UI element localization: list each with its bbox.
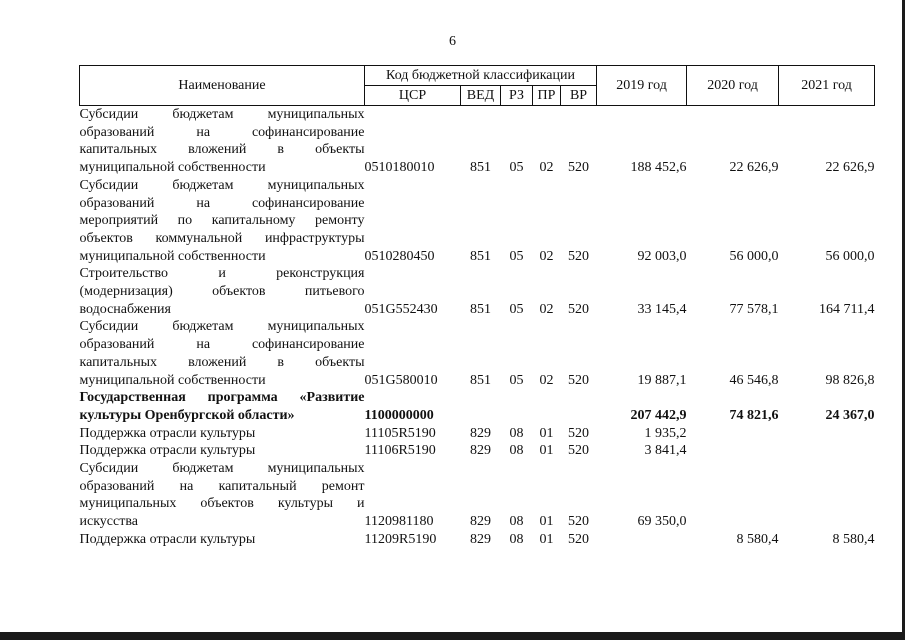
cell-rz: 08 [509,514,524,530]
cell-name: Государственная программа «Развитие культуры Оренбургской области» [79,390,365,423]
cell-rz: 08 [509,531,524,547]
cell-y2021: 56 000,0 [825,248,875,264]
cell-y2019: 207 442,9 [630,407,687,423]
cell-csr: 0510180010 [364,160,435,176]
cell-name: Строительство и реконструкция (модернизация) объектов питьевого водоснабжения [79,266,365,317]
scan-border-bottom [0,632,905,640]
cell-ved: 829 [470,425,491,441]
cell-y2019: 92 003,0 [637,248,687,264]
cell-y2020: 77 578,1 [729,301,779,317]
cell-ved: 851 [470,160,491,176]
table-row [80,318,875,389]
cell-name: Субсидии бюджетам муниципальных образований на софинансирование капитальных вложений в объекты муниципальной собственности [79,107,365,176]
cell-csr: 0510280450 [364,248,435,264]
cell-y2019 [597,531,687,549]
cell-name: Субсидии бюджетам муниципальных образований на софинансирование капитальных вложений в объекты муниципальной собственности [79,319,365,388]
cell-pr: 01 [539,531,554,547]
cell-name: Субсидии бюджетам муниципальных образований на софинансирование мероприятий по капитальному ремонту объектов коммунальной инфраструктуры муниципальной собственности [79,177,365,264]
budget-table [79,65,875,549]
cell-csr: 051G580010 [364,372,438,388]
cell-rz: 05 [509,248,524,264]
header-ved: ВЕД [461,86,501,106]
cell-y2021: 98 826,8 [825,372,875,388]
table-row [80,425,875,443]
table-row [80,177,875,266]
table-row [80,265,875,318]
cell-y2019: 1 935,2 [644,425,687,441]
cell-vr: 520 [568,372,590,388]
cell-y2020: 74 821,6 [729,407,779,423]
cell-y2021: 8 580,4 [832,531,875,547]
header-csr: ЦСР [365,86,461,106]
cell-vr: 520 [568,531,590,547]
header-code-group: Код бюджетной классификации [365,66,597,86]
cell-name: Поддержка отрасли культуры [79,443,256,459]
header-row-top [80,66,875,86]
cell-y2020: 46 546,8 [729,372,779,388]
cell-y2020: 22 626,9 [729,160,779,176]
cell-name: Поддержка отрасли культуры [79,531,256,547]
header-2021: 2021 год [779,66,875,106]
table-row [80,389,875,424]
cell-pr [533,389,561,424]
cell-csr: 1100000000 [364,407,434,423]
cell-vr: 520 [568,248,590,264]
cell-vr: 520 [568,443,590,459]
cell-ved [461,389,501,424]
cell-rz: 05 [509,372,524,388]
cell-vr: 520 [568,514,590,530]
cell-y2021 [779,425,875,443]
cell-pr: 01 [539,425,554,441]
cell-rz: 05 [509,160,524,176]
cell-pr: 02 [539,160,554,176]
header-name: Наименование [80,66,365,106]
cell-y2021: 24 367,0 [825,407,875,423]
header-2020: 2020 год [687,66,779,106]
table-row [80,531,875,549]
cell-rz: 05 [509,301,524,317]
table-header [80,66,875,106]
cell-name: Поддержка отрасли культуры [79,425,256,441]
cell-pr: 02 [539,372,554,388]
cell-y2019: 19 887,1 [637,372,687,388]
cell-y2021 [779,460,875,531]
cell-ved: 829 [470,531,491,547]
cell-rz [501,389,533,424]
cell-y2019: 188 452,6 [630,160,687,176]
table-row [80,106,875,177]
cell-y2020: 56 000,0 [729,248,779,264]
cell-ved: 851 [470,248,491,264]
cell-y2019: 3 841,4 [644,443,687,459]
cell-name: Субсидии бюджетам муниципальных образований на капитальный ремонт муниципальных объектов культуры и искусства [79,461,365,530]
cell-ved: 851 [470,372,491,388]
cell-y2019: 33 145,4 [637,301,687,317]
table-body [80,106,875,549]
cell-pr: 01 [539,443,554,459]
cell-vr: 520 [568,160,590,176]
cell-y2020: 8 580,4 [736,531,779,547]
cell-y2020 [687,460,779,531]
cell-vr [561,389,597,424]
table-row [80,460,875,531]
cell-rz: 08 [509,425,524,441]
cell-csr: 11209R5190 [364,531,437,547]
cell-y2020 [687,442,779,460]
cell-ved: 851 [470,301,491,317]
table-row [80,442,875,460]
cell-pr: 02 [539,301,554,317]
cell-csr: 051G552430 [364,301,438,317]
cell-csr: 11105R5190 [364,425,436,441]
cell-y2021: 164 711,4 [819,301,875,317]
cell-csr: 11106R5190 [364,443,436,459]
cell-pr: 02 [539,248,554,264]
cell-rz: 08 [509,443,524,459]
cell-y2019: 69 350,0 [637,514,687,530]
header-vr: ВР [561,86,597,106]
cell-y2021 [779,442,875,460]
cell-vr: 520 [568,425,590,441]
cell-y2020 [687,425,779,443]
header-2019: 2019 год [597,66,687,106]
header-pr: ПР [533,86,561,106]
cell-y2021: 22 626,9 [825,160,875,176]
cell-vr: 520 [568,301,590,317]
header-rz: РЗ [501,86,533,106]
page-number: 6 [449,34,456,49]
cell-csr: 1120981180 [364,514,434,530]
cell-pr: 01 [539,514,554,530]
cell-ved: 829 [470,443,491,459]
cell-ved: 829 [470,514,491,530]
